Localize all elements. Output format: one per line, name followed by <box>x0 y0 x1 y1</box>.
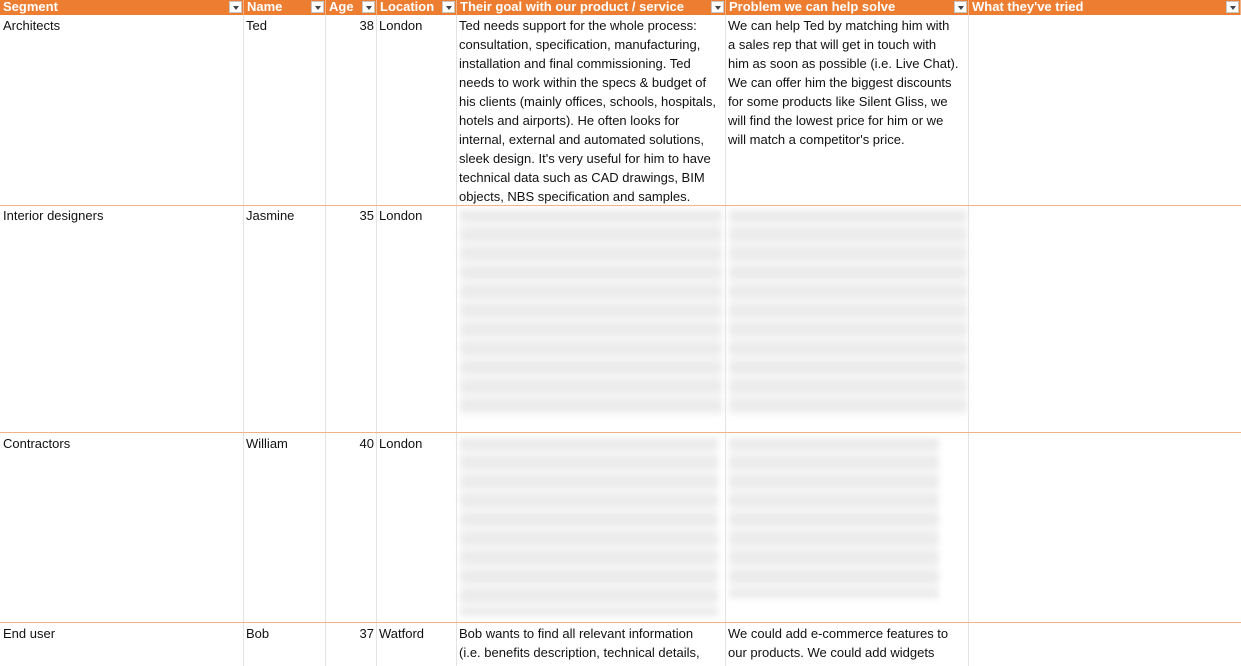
grid-line <box>456 15 457 666</box>
header-label: Name <box>247 0 283 14</box>
cell-segment[interactable]: Interior designers <box>3 208 104 223</box>
header-label: Segment <box>3 0 58 14</box>
cell-goal[interactable]: Ted needs support for the whole process: consultation, specification, manufacturing, installation and final commissioning. Ted needs to work within the specs & budget of his clients (mainly offices, schools, hospitals, hotels and airports). He often looks for internal, external and automated solutions, sleek design. It's very useful for him to have technical data such as CAD drawings, BIM objects, NBS specification and samples. <box>459 18 716 204</box>
row-separator <box>0 622 1241 623</box>
cell-age[interactable]: 37 <box>359 626 374 641</box>
cell-name[interactable]: William <box>246 436 288 451</box>
blurred-problem-text[interactable] <box>729 210 967 415</box>
cell-location[interactable]: Watford <box>379 626 425 641</box>
grid-line <box>968 15 969 666</box>
row-separator <box>0 432 1241 433</box>
cell-name[interactable]: Bob <box>246 626 270 641</box>
header-cell-location[interactable] <box>377 0 457 15</box>
cell-segment[interactable]: End user <box>3 626 56 641</box>
header-label: Their goal with our product / service <box>460 0 684 14</box>
filter-dropdown-icon[interactable] <box>442 1 455 13</box>
header-row <box>0 0 1241 15</box>
filter-dropdown-icon[interactable] <box>1226 1 1239 13</box>
header-label: Age <box>329 0 354 14</box>
cell-name[interactable]: Jasmine <box>246 208 295 223</box>
header-cell-age[interactable] <box>326 0 377 15</box>
header-cell-problem[interactable] <box>726 0 969 15</box>
cell-age[interactable]: 38 <box>359 18 374 33</box>
filter-dropdown-icon[interactable] <box>311 1 324 13</box>
cell-age[interactable]: 40 <box>359 436 374 451</box>
header-cell-tried[interactable] <box>969 0 1241 15</box>
filter-dropdown-icon[interactable] <box>711 1 724 13</box>
grid-line <box>243 15 244 666</box>
cell-age[interactable]: 35 <box>359 208 374 223</box>
cell-goal[interactable]: Bob wants to find all relevant information (i.e. benefits description, technical details, <box>459 626 700 660</box>
header-label: Location <box>380 0 435 14</box>
header-cell-name[interactable] <box>244 0 326 15</box>
grid-line <box>325 15 326 666</box>
blurred-goal-text[interactable] <box>460 438 718 616</box>
header-label: What they've tried <box>972 0 1084 14</box>
header-cell-segment[interactable] <box>0 0 244 15</box>
grid-line <box>725 15 726 666</box>
cell-name[interactable]: Ted <box>246 18 267 33</box>
blurred-problem-text[interactable] <box>729 438 939 598</box>
grid-line <box>376 15 377 666</box>
blurred-goal-text[interactable] <box>460 210 722 415</box>
cell-location[interactable]: London <box>379 18 423 33</box>
filter-dropdown-icon[interactable] <box>954 1 967 13</box>
header-label: Problem we can help solve <box>729 0 896 14</box>
filter-dropdown-icon[interactable] <box>362 1 375 13</box>
filter-dropdown-icon[interactable] <box>229 1 242 13</box>
cell-problem[interactable]: We could add e-commerce features to our products. We could add widgets <box>728 626 949 660</box>
cell-segment[interactable]: Architects <box>3 18 61 33</box>
cell-location[interactable]: London <box>379 436 423 451</box>
cell-problem[interactable]: We can help Ted by matching him with a sales rep that will get in touch with him as soon as possible (i.e. Live Chat). We can offer him the biggest discounts for some products like Silent Gliss, we will find the lowest price for him or we will match a competitor's price. <box>728 18 959 147</box>
cell-location[interactable]: London <box>379 208 423 223</box>
cell-segment[interactable]: Contractors <box>3 436 71 451</box>
header-cell-goal[interactable] <box>457 0 726 15</box>
